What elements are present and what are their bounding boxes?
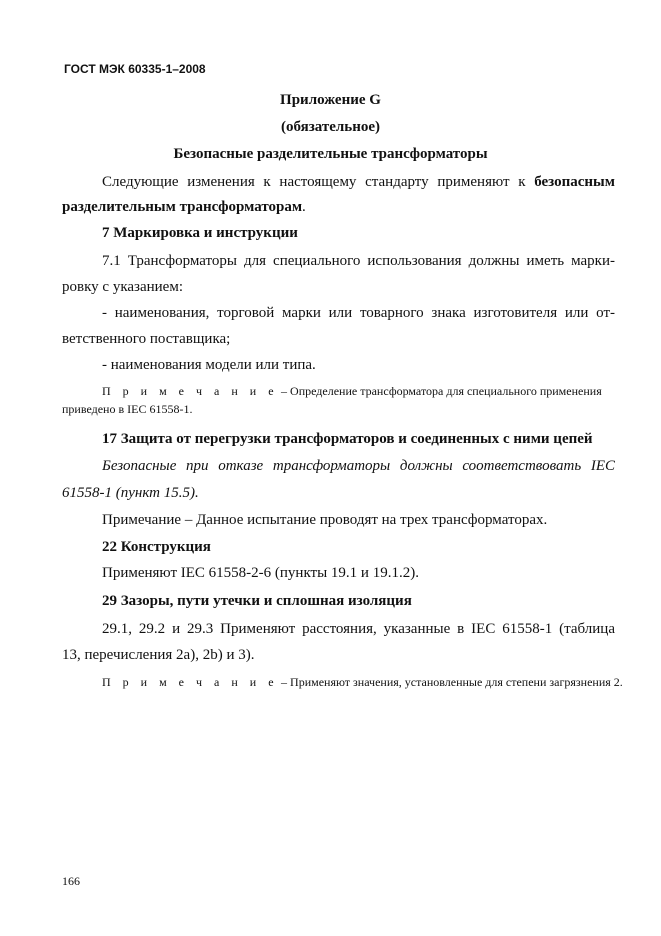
- note-label: П р и м е ч а н и е: [102, 675, 279, 689]
- page-number: 166: [62, 874, 80, 888]
- section-7-note-line2: приведено в IEC 61558-1.: [62, 402, 193, 416]
- section-7-item1-line1: - наименования, торговой марки или товарного знака изготовителя или от-: [102, 305, 615, 321]
- section-29-note: [102, 675, 623, 690]
- section-7-p1-line1: 7.1 Трансформаторы для специального использования должны иметь марки-: [102, 253, 615, 269]
- section-22-heading: 22 Конструкция: [102, 539, 211, 555]
- section-7-p1-line2: ровку с указанием:: [62, 279, 183, 295]
- section-17-italic-line1: Безопасные при отказе трансформаторы должны соответствовать IEC: [102, 458, 615, 474]
- note-label: П р и м е ч а н и е: [102, 384, 279, 398]
- annex-subtitle: Безопасные разделительные трансформаторы: [173, 146, 488, 162]
- section-17-heading: 17 Защита от перегрузки трансформаторов и соединенных с ними цепей: [102, 431, 593, 447]
- annex-status: (обязательное): [280, 119, 381, 135]
- section-29-heading: 29 Зазоры, пути утечки и сплошная изоляция: [102, 593, 412, 609]
- intro-line-1: [102, 174, 615, 194]
- section-22-text: Применяют IEC 61558-2-6 (пункты 19.1 и 19.1.2).: [102, 565, 419, 581]
- intro-text: Следующие изменения к настоящему стандарту применяют к: [102, 174, 535, 190]
- section-29-line1: 29.1, 29.2 и 29.3 Применяют расстояния, указанные в IEC 61558-1 (таблица: [102, 621, 615, 637]
- intro-bold-2: разделительным трансформаторам: [62, 199, 303, 215]
- intro-line-2: [62, 199, 306, 216]
- intro-bold-1: безопасным: [534, 174, 615, 190]
- section-29-line2: 13, перечисления 2a), 2b) и 3).: [62, 647, 255, 663]
- section-7-item2: - наименования модели или типа.: [102, 357, 316, 373]
- section-17-note: [102, 512, 547, 529]
- section-7-note-line1: [102, 384, 615, 399]
- note-label: Примечание: [102, 512, 182, 528]
- document-header: ГОСТ МЭК 60335-1–2008: [64, 62, 206, 76]
- note-text: – Применяют значения, установленные для степени загрязнения 2.: [278, 675, 623, 689]
- section-7-item1-line2: ветственного поставщика;: [62, 331, 231, 347]
- annex-title: Приложение G: [280, 92, 381, 108]
- note-text: – Данное испытание проводят на трех трансформаторах.: [181, 512, 548, 528]
- section-17-italic-line2: 61558-1 (пункт 15.5).: [62, 485, 199, 501]
- section-7-heading: 7 Маркировка и инструкции: [102, 225, 298, 241]
- note-text: – Определение трансформатора для специального применения: [278, 384, 602, 398]
- intro-end: .: [302, 199, 306, 215]
